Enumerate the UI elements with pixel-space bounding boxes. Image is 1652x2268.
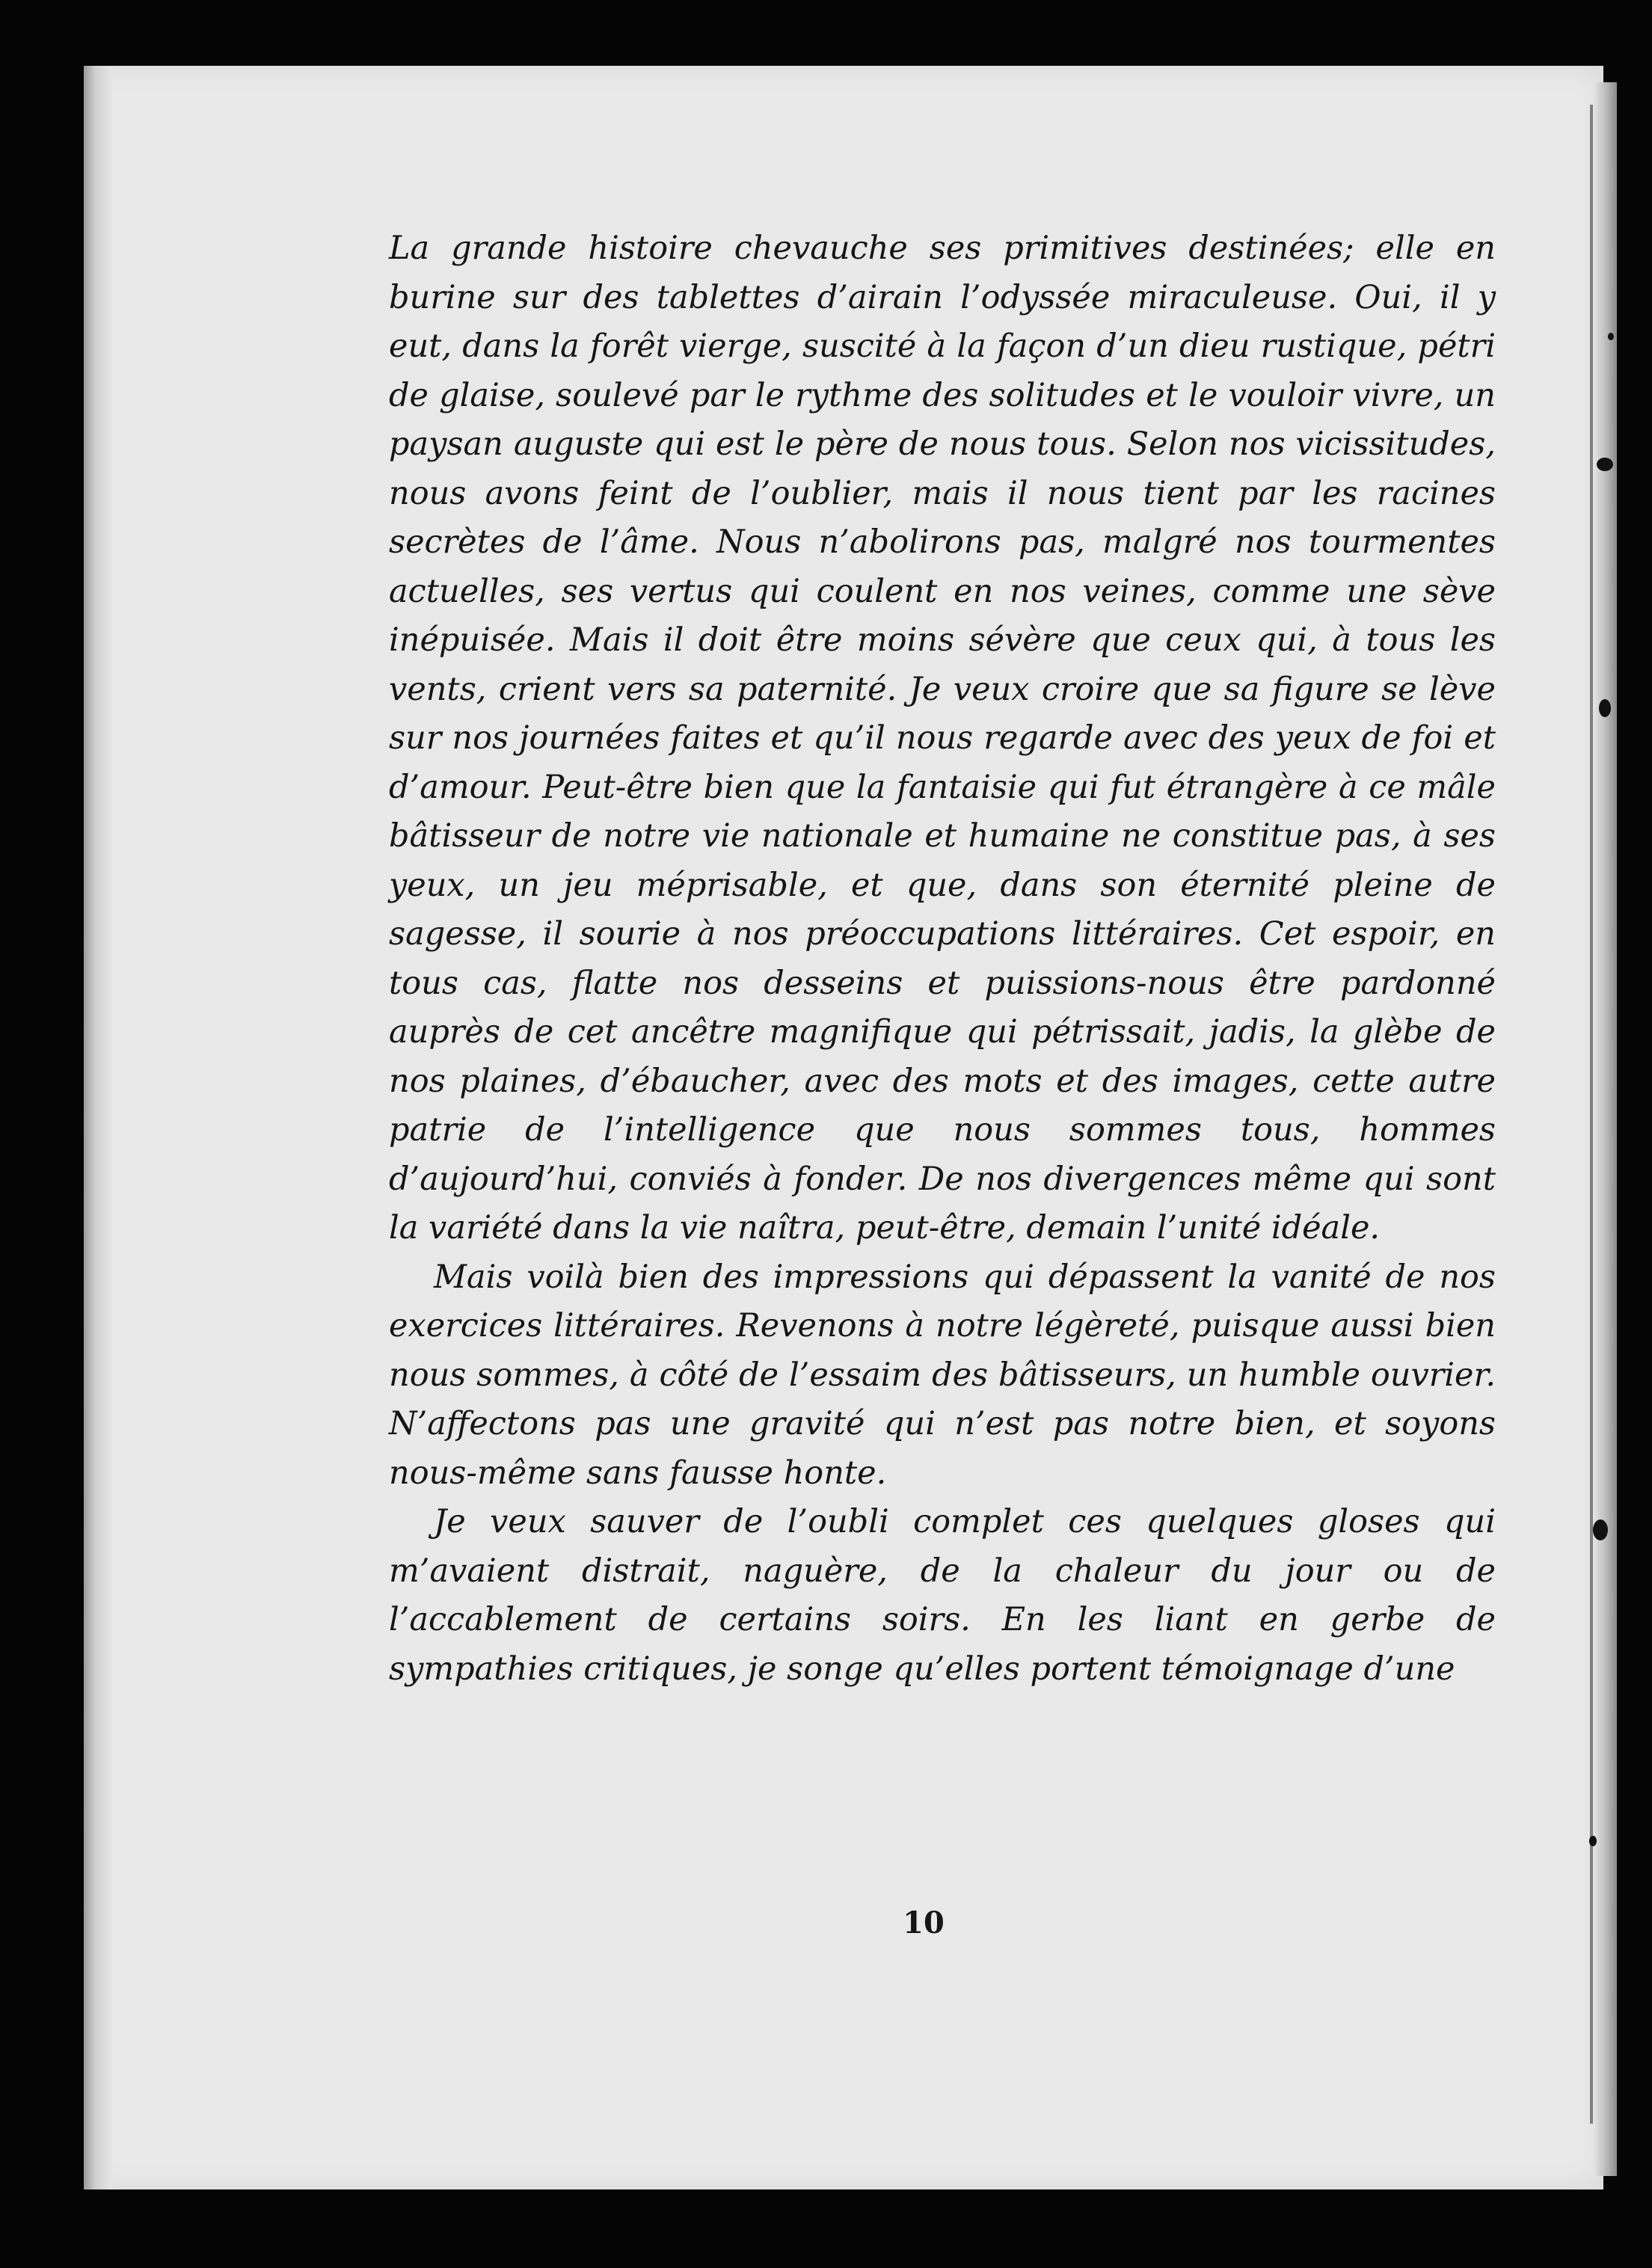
- dust-speck: [1589, 1836, 1597, 1846]
- page-edge-shadow: [1594, 82, 1617, 2176]
- body-text: [389, 224, 1496, 1694]
- dust-speck: [1593, 1519, 1608, 1540]
- paragraph: La grande histoire chevauche ses primitives destinées; elle en burine sur des tablettes d’airain l’odyssée miraculeuse. Oui, il y eut, dans la forêt vierge, suscité à la façon d’un dieu rustique, pétri de glaise, soulevé par le rythme des solitudes et le vouloir vivre, un paysan auguste qui est le père de nous tous. Selon nos vicissitudes, nous avons feint de l’oublier, mais il nous tient par les racines secrètes de l’âme. Nous n’abolirons pas, malgré nos tourmentes actuelles, ses vertus qui coulent en nos veines, comme une sève inépuisée. Mais il doit être moins sévère que ceux qui, à tous les vents, crient vers sa paternité. Je veux croire que sa figure se lève sur nos journées faites et qu’il nous regarde avec des yeux de foi et d’amour. Peut-être bien que la fantaisie qui fut étrangère à ce mâle bâtisseur de notre vie nationale et humaine ne constitue pas, à ses yeux, un jeu méprisable, et que, dans son éternité pleine de sagesse, il sourie à nos préoccupations littéraires. Cet espoir, en tous cas, flatte nos desseins et puissions-nous être pardonné auprès de cet ancêtre magnifique qui pétrissait, jadis, la glèbe de nos plaines, d’ébaucher, avec des mots et des images, cette autre patrie de l’intelligence que nous sommes tous, hommes d’aujourd’hui, conviés à fonder. De nos divergences même qui sont la variété dans la vie naîtra, peut-être, demain l’unité idéale.: [389, 230, 1496, 1247]
- dust-speck: [1597, 458, 1613, 471]
- dust-speck: [1608, 333, 1614, 340]
- page-edge-line: [1590, 105, 1593, 2124]
- page-number: 10: [903, 1905, 945, 1940]
- page-gutter-shadow: [84, 66, 112, 2189]
- paragraph: Mais voilà bien des impressions qui dépassent la vanité de nos exercices littéraires. Revenons à notre légèreté, puisque aussi bien nous sommes, à côté de l’essaim des bâtisseurs, un humble ouvrier. N’affectons pas une gravité qui n’est pas notre bien, et soyons nous-même sans fausse honte.: [389, 1258, 1496, 1492]
- dust-speck: [1599, 699, 1611, 717]
- paragraph: Je veux sauver de l’oubli complet ces quelques gloses qui m’avaient distrait, naguère, de la chaleur du jour ou de l’accablement de certains soirs. En les liant en gerbe de sympathies critiques, je songe qu’elles portent témoignage d’une: [389, 1503, 1496, 1688]
